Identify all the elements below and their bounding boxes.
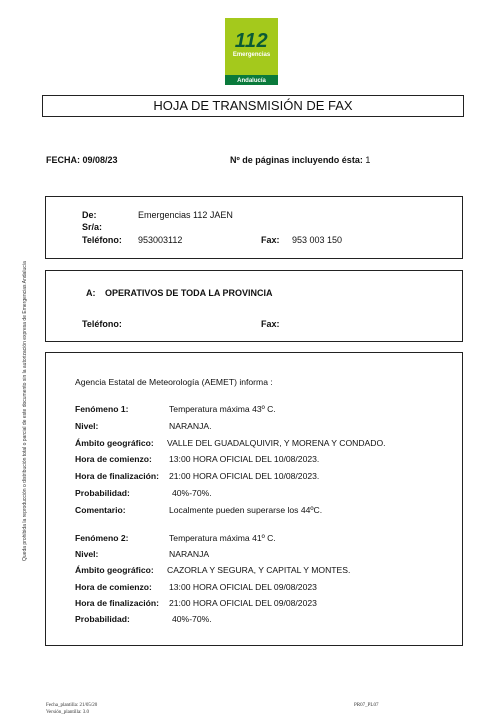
fenomeno1-label: Comentario:: [75, 504, 126, 515]
fenomeno2-label: Fenómeno 2:: [75, 533, 129, 543]
fenomeno2-value: 21:00 HORA OFICIAL DEL 09/08/2023: [169, 597, 317, 608]
fenomeno2-value: CAZORLA Y SEGURA, Y CAPITAL Y MONTES.: [167, 565, 351, 576]
footer-code: PR07_PL07: [354, 703, 379, 708]
fenomeno1-value: Temperatura máxima 43º C.: [169, 404, 276, 414]
fenomeno1-value: 40%-70%.: [172, 488, 212, 498]
fenomeno2-label: Nivel:: [75, 549, 99, 560]
fenomeno1-label: Fenómeno 1:: [75, 404, 129, 414]
fenomeno1-label: Nivel:: [75, 420, 99, 431]
de-value: Emergencias 112 JAEN: [138, 210, 233, 220]
paginas-line: [230, 155, 370, 165]
fenomeno2-value: 13:00 HORA OFICIAL DEL 09/08/2023: [169, 581, 317, 592]
recipient-fax-label: Fax:: [261, 319, 280, 329]
emergencias-112-logo: [225, 18, 278, 85]
fenomeno2-label: Probabilidad:: [75, 614, 130, 624]
paginas-value: 1: [365, 155, 371, 165]
logo-number: 112: [234, 30, 269, 52]
fenomeno1-value: 21:00 HORA OFICIAL DEL 10/08/2023.: [169, 471, 320, 482]
fenomeno2-value: Temperatura máxima 41º C.: [169, 533, 276, 543]
sender-telefono-value: 953003112: [138, 235, 183, 245]
paginas-label: Nº de páginas incluyendo ésta:: [230, 155, 363, 165]
logo-subtitle: Emergencias: [232, 52, 271, 58]
fecha-line: [46, 155, 118, 165]
fenomeno2-label: Ámbito geográfico:: [75, 565, 154, 576]
recipient-box: [45, 270, 463, 342]
fenomeno1-value: NARANJA.: [169, 420, 212, 431]
fenomeno1-value: 13:00 HORA OFICIAL DEL 10/08/2023.: [169, 454, 320, 465]
fenomeno2-value: NARANJA: [169, 549, 210, 560]
de-label: De:: [82, 210, 97, 220]
page-title: HOJA DE TRANSMISIÓN DE FAX: [153, 98, 353, 113]
fenomeno1-value: Localmente pueden superarse los 44ºC.: [169, 504, 323, 515]
footer-version-plantilla: Versión_plantilla: 3.0: [46, 710, 90, 715]
sender-box: [45, 196, 463, 259]
footer-fecha-plantilla: Fecha_plantilla: 21/05/20: [46, 703, 98, 708]
sra-label: Sr/a:: [82, 222, 103, 232]
copyright-side-note: Queda prohibida la reproducción o distribución total o parcial de este documento sin la autorización expresa de Emergencias Andalucía: [22, 261, 28, 561]
fenomeno2-label: Hora de comienzo:: [75, 581, 152, 592]
aemet-intro: Agencia Estatal de Meteorología (AEMET) informa :: [75, 377, 273, 387]
title-box: [42, 95, 464, 117]
fenomeno2-label: Hora de finalización:: [75, 597, 160, 608]
a-label: A:: [86, 288, 96, 298]
fenomeno2-value: 40%-70%.: [172, 614, 212, 624]
logo-region: Andalucía: [237, 78, 266, 84]
fenomeno1-label: Probabilidad:: [75, 488, 130, 498]
a-value: OPERATIVOS DE TODA LA PROVINCIA: [105, 288, 273, 298]
sender-fax-value: 953 003 150: [292, 235, 343, 245]
fenomeno1-label: Hora de finalización:: [75, 471, 160, 482]
recipient-telefono-label: Teléfono:: [82, 319, 122, 329]
fenomeno1-value: VALLE DEL GUADALQUIVIR, Y MORENA Y CONDADO.: [167, 437, 386, 448]
fenomeno1-label: Ámbito geográfico:: [75, 437, 154, 448]
fenomeno1-label: Hora de comienzo:: [75, 454, 152, 465]
fecha-value: 09/08/23: [82, 155, 118, 165]
fecha-label: FECHA:: [46, 155, 80, 165]
sender-fax-label: Fax:: [261, 235, 280, 245]
sender-telefono-label: Teléfono:: [82, 235, 122, 245]
